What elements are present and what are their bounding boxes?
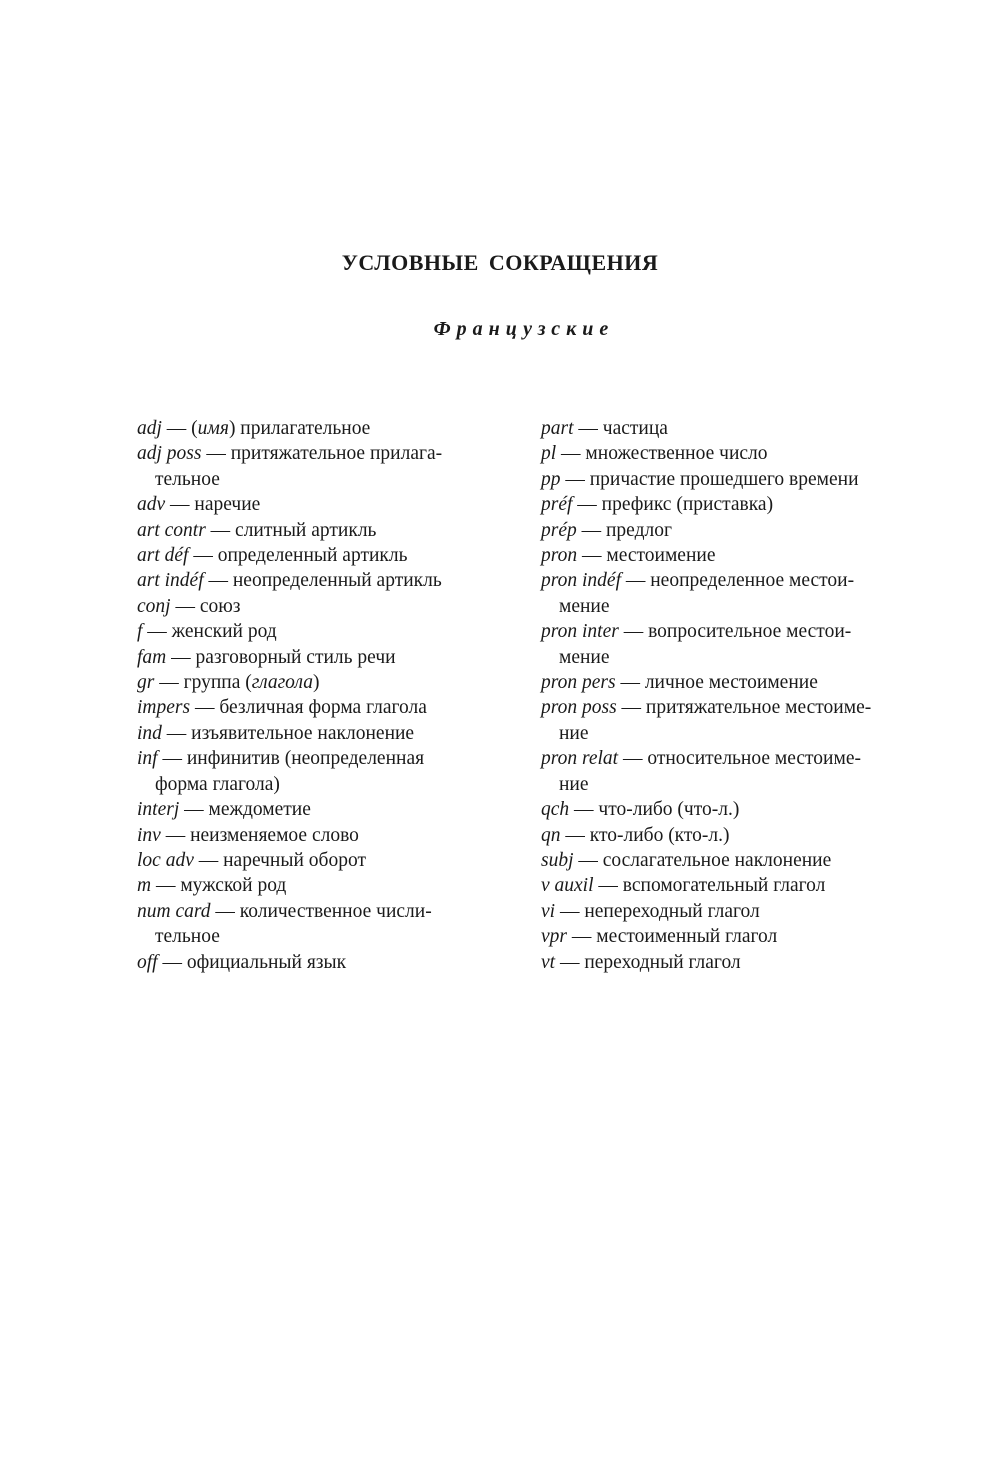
abbreviation-definition: союз: [199, 595, 241, 617]
em-dash-separator: —: [166, 646, 196, 668]
abbreviation-definition: наречие: [194, 494, 261, 516]
abbreviation-definition: слитный артикль: [235, 519, 377, 541]
abbreviation-term: pron inter: [541, 621, 619, 643]
abbreviation-term: m: [137, 875, 152, 897]
em-dash-separator: —: [160, 824, 191, 846]
abbreviation-definition: определенный артикль: [217, 545, 408, 567]
abbreviation-term: vpr: [541, 926, 567, 948]
em-dash-separator: —: [567, 926, 597, 948]
abbreviation-term: inf: [137, 748, 158, 770]
abbreviation-entry: [137, 416, 517, 441]
abbreviation-entry: [137, 873, 517, 898]
abbreviation-definition: непереходный глагол: [584, 900, 760, 922]
em-dash-separator: —: [573, 849, 603, 871]
abbreviation-entry: [541, 823, 941, 848]
em-dash-separator: —: [616, 697, 646, 719]
abbreviation-entry: [137, 848, 517, 873]
abbreviation-entry: [541, 467, 941, 492]
abbreviation-entry: [541, 543, 941, 568]
abbreviation-entry: [137, 746, 517, 797]
abbreviation-definition: женский род: [171, 621, 277, 643]
abbreviation-entry: [541, 899, 941, 924]
abbreviation-term: pl: [541, 443, 557, 465]
abbreviation-definition: притяжательное местоиме- ние: [559, 697, 872, 744]
abbreviation-entry: [541, 441, 941, 466]
abbreviation-term: subj: [541, 849, 574, 871]
abbreviation-term: gr: [137, 672, 155, 694]
abbreviation-entry: [137, 441, 517, 492]
abbreviation-definition: междометие: [208, 799, 311, 821]
abbreviation-term: off: [137, 951, 158, 973]
abbreviation-definition: вспомогательный глагол: [622, 875, 826, 897]
abbreviation-definition: (имя) прилагательное: [191, 418, 371, 439]
abbreviation-term: interj: [137, 799, 180, 821]
abbreviation-term: conj: [137, 595, 171, 617]
abbreviation-term: adj: [137, 418, 162, 439]
em-dash-separator: —: [179, 799, 209, 821]
abbreviation-definition: официальный язык: [186, 951, 347, 973]
abbreviation-entry: [137, 518, 517, 543]
abbreviation-definition: что-либо (что-л.): [598, 799, 740, 821]
abbreviation-entry: [541, 873, 941, 898]
abbreviation-term: inv: [137, 824, 161, 846]
abbreviation-entry: [541, 695, 941, 746]
abbreviation-entry: [137, 670, 517, 695]
abbreviation-term: fam: [137, 646, 167, 668]
abbreviation-entry: [541, 416, 941, 441]
em-dash-separator: —: [193, 849, 224, 871]
abbreviation-term: v auxil: [541, 875, 594, 897]
abbreviation-definition: переходный глагол: [584, 951, 741, 973]
abbreviation-definition: наречный оборот: [223, 849, 366, 871]
abbreviation-definition: неопределенное местои- мение: [559, 570, 855, 617]
abbreviation-term: adv: [137, 494, 166, 516]
abbreviation-term: ind: [137, 722, 162, 744]
abbreviation-entry: [137, 543, 517, 568]
abbreviation-term: prép: [541, 519, 577, 541]
abbreviation-term: vi: [541, 900, 556, 922]
abbreviation-term: art déf: [137, 545, 189, 567]
em-dash-separator: —: [205, 519, 236, 541]
abbreviation-definition: притяжательное прилага- тельное: [155, 443, 443, 490]
abbreviation-entry: [541, 518, 941, 543]
abbreviation-entry: [541, 492, 941, 517]
em-dash-separator: —: [569, 799, 599, 821]
abbreviation-entry: [541, 670, 941, 695]
abbreviation-entry: [137, 797, 517, 822]
abbreviation-term: num card: [137, 900, 211, 922]
abbreviation-entry: [541, 746, 941, 797]
em-dash-separator: —: [151, 875, 181, 897]
abbreviation-term: impers: [137, 697, 191, 719]
em-dash-separator: —: [165, 494, 195, 516]
abbreviation-entry: [541, 924, 941, 949]
abbreviation-term: pron pers: [541, 672, 616, 694]
em-dash-separator: —: [203, 570, 233, 592]
abbreviation-term: pron: [541, 545, 578, 567]
abbreviation-definition: относительное местоиме- ние: [559, 748, 861, 795]
abbreviation-entry: [137, 619, 517, 644]
abbreviation-term: loc adv: [137, 849, 194, 871]
em-dash-separator: —: [201, 443, 231, 465]
abbreviation-term: qn: [541, 824, 561, 846]
abbreviation-entry: [137, 594, 517, 619]
em-dash-separator: —: [157, 748, 187, 770]
em-dash-separator: —: [618, 748, 648, 770]
abbreviation-definition: сослагательное наклонение: [602, 849, 832, 871]
section-subtitle: Французские: [433, 318, 615, 340]
em-dash-separator: —: [576, 519, 606, 541]
abbreviation-term: pron poss: [541, 697, 617, 719]
abbreviation-definition: множественное число: [585, 443, 768, 465]
em-dash-separator: —: [190, 697, 220, 719]
abbreviation-entry: [137, 823, 517, 848]
abbreviation-entry: [541, 950, 941, 975]
abbreviation-entry: [541, 797, 941, 822]
em-dash-separator: —: [560, 468, 590, 490]
em-dash-separator: —: [161, 418, 192, 439]
em-dash-separator: —: [573, 418, 603, 439]
em-dash-separator: —: [593, 875, 623, 897]
abbreviation-term: part: [541, 418, 574, 439]
em-dash-separator: —: [560, 824, 590, 846]
abbreviation-definition: мужской род: [180, 875, 287, 897]
abbreviation-term: f: [137, 621, 143, 643]
em-dash-separator: —: [572, 494, 602, 516]
em-dash-separator: —: [154, 672, 184, 694]
abbreviation-term: pp: [541, 468, 561, 490]
abbreviation-term: adj poss: [137, 443, 202, 465]
abbreviation-term: art indéf: [137, 570, 204, 592]
abbreviation-definition: неопределенный артикль: [232, 570, 442, 592]
abbreviation-term: pron indéf: [541, 570, 621, 592]
em-dash-separator: —: [618, 621, 649, 643]
page-title: УСЛОВНЫЕ СОКРАЩЕНИЯ: [341, 250, 659, 275]
abbreviation-entry: [137, 645, 517, 670]
abbreviation-definition: префикс (приставка): [601, 494, 774, 516]
abbreviation-entry: [137, 721, 517, 746]
em-dash-separator: —: [142, 621, 172, 643]
abbreviation-entry: [137, 492, 517, 517]
abbreviation-entry: [137, 568, 517, 593]
abbreviation-entry: [137, 950, 517, 975]
abbreviation-entry: [137, 899, 517, 950]
em-dash-separator: —: [188, 545, 218, 567]
em-dash-separator: —: [555, 951, 585, 973]
em-dash-separator: —: [615, 672, 645, 694]
em-dash-separator: —: [555, 900, 585, 922]
abbreviation-definition: личное местоимение: [644, 672, 818, 694]
abbreviation-definition: причастие прошедшего времени: [589, 468, 859, 490]
abbreviation-definition: местоименный глагол: [596, 926, 778, 948]
em-dash-separator: —: [210, 900, 240, 922]
abbreviation-term: art contr: [137, 519, 206, 541]
abbreviation-definition: неизменяемое слово: [190, 824, 359, 846]
em-dash-separator: —: [157, 951, 187, 973]
em-dash-separator: —: [556, 443, 586, 465]
abbreviation-definition: безличная форма глагола: [219, 697, 427, 719]
em-dash-separator: —: [620, 570, 651, 592]
abbreviation-entry: [541, 848, 941, 873]
em-dash-separator: —: [161, 722, 192, 744]
abbreviation-definition: кто-либо (кто-л.): [589, 824, 730, 846]
abbreviation-definition: предлог: [606, 519, 672, 541]
abbreviation-definition: инфинитив (неопределенная форма глагола): [155, 748, 425, 795]
abbreviation-term: qch: [541, 799, 570, 821]
abbreviation-definition: изъявительное наклонение: [191, 722, 415, 744]
abbreviation-entry: [137, 695, 517, 720]
em-dash-separator: —: [577, 545, 607, 567]
abbreviations-right-column: [541, 416, 941, 975]
abbreviation-term: pron relat: [541, 748, 619, 770]
abbreviation-definition: частица: [602, 418, 668, 439]
abbreviation-definition: разговорный стиль речи: [195, 646, 396, 668]
abbreviation-definition: вопросительное местои- мение: [559, 621, 852, 668]
abbreviations-left-column: [137, 416, 517, 975]
abbreviation-definition: количественное числи- тельное: [155, 900, 432, 948]
abbreviation-term: vt: [541, 951, 556, 973]
abbreviation-entry: [541, 619, 941, 670]
abbreviation-definition: группа (глагола): [183, 672, 320, 694]
abbreviation-definition: местоимение: [606, 545, 716, 567]
abbreviation-term: préf: [541, 494, 573, 516]
abbreviation-entry: [541, 568, 941, 619]
em-dash-separator: —: [170, 595, 200, 617]
